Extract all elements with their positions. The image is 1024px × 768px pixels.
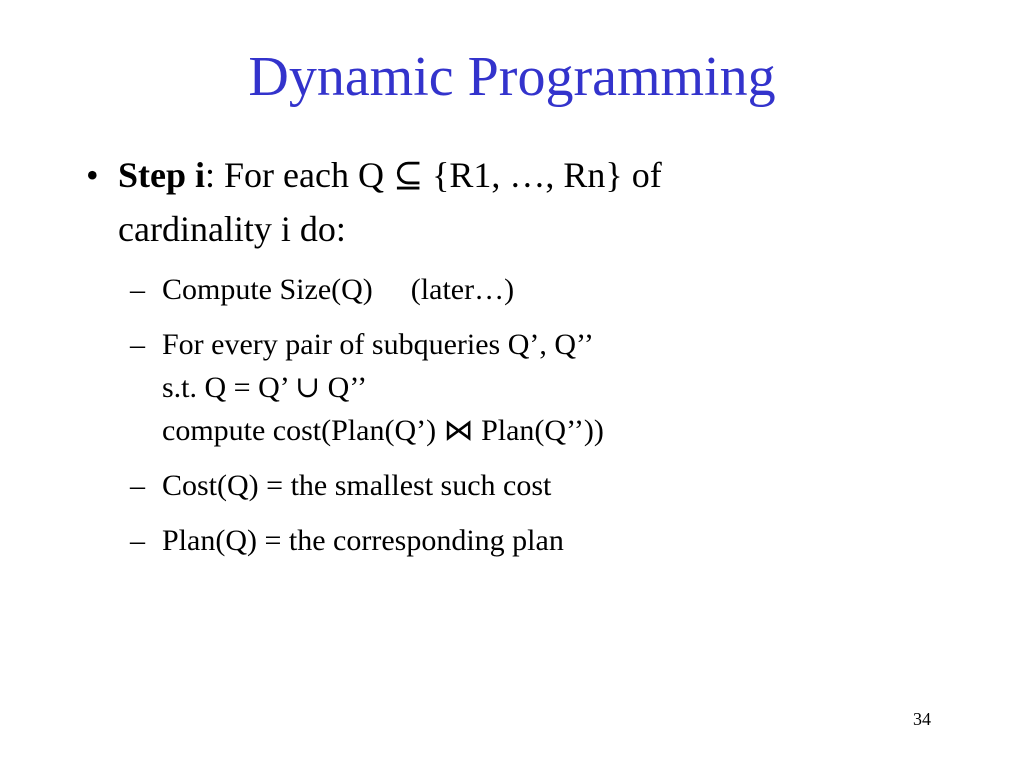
- dash-marker: –: [130, 524, 145, 557]
- sub-bullet-compute-size: [86, 268, 986, 311]
- sub-bullet-cost: [86, 464, 986, 507]
- pairs-line-3: compute cost(Plan(Q’) ⋈ Plan(Q’’)): [162, 414, 604, 447]
- main-bullet-line-1: [118, 148, 986, 202]
- page-number: 34: [913, 709, 931, 729]
- sub-bullet-plan: [86, 519, 986, 562]
- plan-text: Plan(Q) = the corresponding plan: [162, 524, 564, 557]
- main-bullet-step-i: [86, 148, 986, 256]
- dash-marker: –: [130, 273, 145, 306]
- compute-size-text: Compute Size(Q): [162, 273, 373, 306]
- bullet-marker: •: [86, 155, 99, 195]
- sub-bullet-list: [86, 268, 986, 562]
- dash-marker: –: [130, 328, 145, 361]
- cost-text: Cost(Q) = the smallest such cost: [162, 469, 552, 502]
- pairs-line-2: s.t. Q = Q’ ∪ Q’’: [162, 371, 368, 404]
- compute-size-note: (later…): [410, 273, 515, 306]
- main-bullet-line-2: cardinality i do:: [118, 209, 346, 249]
- step-label: Step i: [118, 155, 206, 195]
- slide-content: [86, 148, 986, 562]
- slide-title: Dynamic Programming: [248, 46, 776, 108]
- sub-bullet-subquery-pairs: [86, 323, 986, 452]
- dash-marker: –: [130, 469, 145, 502]
- pairs-line-1: For every pair of subqueries Q’, Q’’: [162, 328, 594, 361]
- step-description: : For each Q ⊆ {R1, …, Rn} of: [205, 155, 662, 195]
